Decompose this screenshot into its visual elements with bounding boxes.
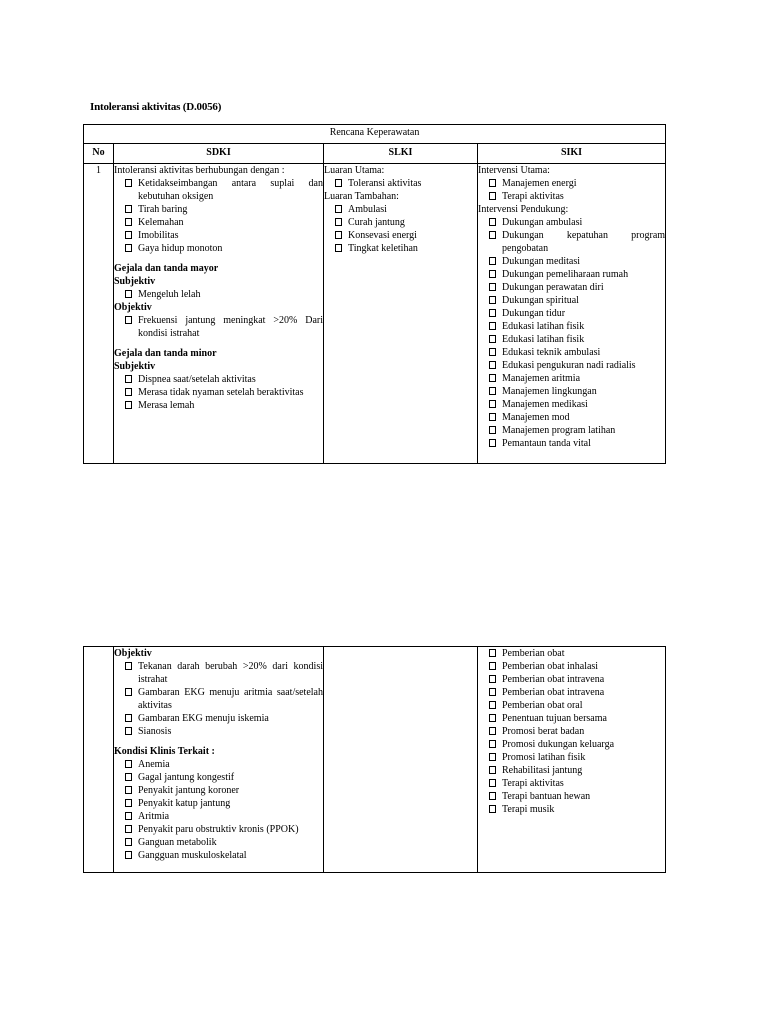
checkbox-square-icon (335, 205, 342, 213)
list-item-text: Promosi berat badan (502, 726, 585, 737)
list-item (114, 823, 323, 836)
sdki-cell (114, 164, 324, 464)
slki-tambahan-label: Luaran Tambahan: (324, 191, 399, 202)
list-item (324, 229, 477, 242)
list-item-text: Pemberian obat intravena (502, 687, 605, 698)
list-item-text: Manajemen energi (502, 178, 577, 189)
list-item (114, 784, 323, 797)
list-item (478, 437, 665, 450)
list-item-text: Tirah baring (138, 204, 188, 215)
list-item (114, 288, 323, 301)
list-item-text: Dukungan perawatan diri (502, 282, 604, 293)
slki-utama-list (324, 177, 477, 190)
list-item-text: Dukungan pemeliharaan rumah (502, 269, 629, 280)
column-header-no: No (84, 144, 114, 164)
list-item-text: Penentuan tujuan bersama (502, 713, 607, 724)
mayor-objektif-list (114, 314, 323, 340)
list-item (114, 242, 323, 255)
page-title: Intoleransi aktivitas (D.0056) (90, 101, 222, 113)
list-item-text: Dukungan meditasi (502, 256, 581, 267)
list-item-text: Penyakit paru obstruktiv kronis (PPOK) (138, 824, 299, 835)
list-item (324, 216, 477, 229)
list-item (114, 771, 323, 784)
list-item (478, 686, 665, 699)
list-item-text: Pemberian obat (502, 648, 565, 659)
list-item-text: Curah jantung (348, 217, 405, 228)
list-item (478, 216, 665, 229)
care-plan-table-continued (83, 646, 666, 873)
list-item-text: Terapi aktivitas (502, 191, 564, 202)
checkbox-square-icon (489, 649, 496, 657)
list-item-text: Manajemen mod (502, 412, 570, 423)
slki-cell (324, 164, 478, 464)
list-item (478, 712, 665, 725)
list-item-text: Gangguan muskuloskelatal (138, 850, 247, 861)
checkbox-square-icon (125, 316, 132, 324)
list-item (114, 758, 323, 771)
list-item (478, 268, 665, 281)
list-item (324, 177, 477, 190)
list-item (478, 673, 665, 686)
table-caption: Rencana Keperawatan (84, 125, 666, 144)
slki-utama-label: Luaran Utama: (324, 165, 385, 176)
list-item (114, 216, 323, 229)
list-item-text: Terapi musik (502, 804, 555, 815)
list-item-text: Terapi bantuan hewan (502, 791, 591, 802)
minor-subjektif-label: Subjektiv (114, 361, 156, 372)
checkbox-square-icon (125, 812, 132, 820)
checkbox-square-icon (489, 740, 496, 748)
list-item (114, 177, 323, 203)
checkbox-square-icon (489, 766, 496, 774)
checkbox-square-icon (489, 753, 496, 761)
list-item (114, 810, 323, 823)
checkbox-square-icon (335, 218, 342, 226)
list-item-text: Edukasi teknik ambulasi (502, 347, 601, 358)
list-item (478, 359, 665, 372)
minor-heading: Gejala dan tanda minor (114, 348, 217, 359)
checkbox-square-icon (489, 283, 496, 291)
list-item-text: Manajemen medikasi (502, 399, 588, 410)
checkbox-square-icon (489, 231, 496, 239)
list-item (478, 229, 665, 255)
list-item (478, 803, 665, 816)
checkbox-square-icon (125, 290, 132, 298)
checkbox-square-icon (125, 727, 132, 735)
siki-pendukung-list (478, 216, 665, 450)
checkbox-square-icon (489, 662, 496, 670)
list-item (114, 836, 323, 849)
list-item-text: Tekanan darah berubah >20% dari kondisi istrahat (138, 661, 323, 685)
list-item-text: Dukungan tidur (502, 308, 566, 319)
column-header-slki: SLKI (324, 144, 478, 164)
list-item (478, 346, 665, 359)
checkbox-square-icon (125, 786, 132, 794)
list-item (478, 764, 665, 777)
list-item-text: Pemantaun tanda vital (502, 438, 591, 449)
checkbox-square-icon (489, 727, 496, 735)
siki-continued-list (478, 647, 665, 816)
checkbox-square-icon (489, 322, 496, 330)
list-item (478, 177, 665, 190)
list-item (478, 398, 665, 411)
checkbox-square-icon (125, 375, 132, 383)
list-item (114, 314, 323, 340)
list-item-text: Promosi dukungan keluarga (502, 739, 615, 750)
list-item (324, 203, 477, 216)
mayor-objektif-label: Objektiv (114, 302, 152, 313)
checkbox-square-icon (335, 244, 342, 252)
list-item-text: Merasa lemah (138, 400, 195, 411)
list-item-text: Dukungan ambulasi (502, 217, 583, 228)
checkbox-square-icon (489, 439, 496, 447)
checkbox-square-icon (125, 244, 132, 252)
checkbox-square-icon (125, 179, 132, 187)
list-item (114, 797, 323, 810)
list-item-text: Gambaran EKG menuju aritmia saat/setelah aktivitas (138, 687, 323, 711)
list-item-text: Manajemen program latihan (502, 425, 616, 436)
checkbox-square-icon (125, 401, 132, 409)
sdki-intro: Intoleransi aktivitas berhubungan dengan : (114, 165, 285, 176)
checkbox-square-icon (125, 388, 132, 396)
list-item-text: Sianosis (138, 726, 172, 737)
list-item (478, 660, 665, 673)
slki-tambahan-list (324, 203, 477, 255)
list-item (478, 790, 665, 803)
list-item (114, 712, 323, 725)
checkbox-square-icon (125, 799, 132, 807)
list-item (114, 399, 323, 412)
slki-cell-continued (324, 647, 478, 873)
list-item (478, 255, 665, 268)
cause-list (114, 177, 323, 255)
list-item-text: Edukasi latihan fisik (502, 321, 585, 332)
list-item (478, 307, 665, 320)
list-item-text: Konsevasi energi (348, 230, 417, 241)
list-item (478, 190, 665, 203)
list-item (478, 751, 665, 764)
kondisi-heading: Kondisi Klinis Terkait : (114, 746, 215, 757)
sdki-cell-continued (114, 647, 324, 873)
checkbox-square-icon (489, 257, 496, 265)
checkbox-square-icon (489, 335, 496, 343)
checkbox-square-icon (489, 779, 496, 787)
mayor-subjektif-list (114, 288, 323, 301)
list-item (478, 294, 665, 307)
list-item (114, 725, 323, 738)
list-item (478, 320, 665, 333)
list-item-text: Aritmia (138, 811, 170, 822)
list-item-text: Pemberian obat intravena (502, 674, 605, 685)
list-item-text: Penyakit jantung koroner (138, 785, 240, 796)
checkbox-square-icon (335, 231, 342, 239)
list-item-text: Manajemen aritmia (502, 373, 581, 384)
list-item-text: Promosi latihan fisik (502, 752, 586, 763)
list-item-text: Toleransi aktivitas (348, 178, 422, 189)
checkbox-square-icon (125, 714, 132, 722)
list-item (478, 725, 665, 738)
list-item-text: Dukungan kepatuhan program pengobatan (502, 230, 666, 254)
checkbox-square-icon (125, 773, 132, 781)
list-item (478, 424, 665, 437)
column-header-siki: SIKI (478, 144, 666, 164)
checkbox-square-icon (489, 192, 496, 200)
list-item (114, 203, 323, 216)
checkbox-square-icon (489, 296, 496, 304)
list-item-text: Edukasi latihan fisik (502, 334, 585, 345)
checkbox-square-icon (489, 701, 496, 709)
checkbox-square-icon (125, 688, 132, 696)
minor-subjektif-list (114, 373, 323, 412)
checkbox-square-icon (489, 309, 496, 317)
checkbox-square-icon (125, 838, 132, 846)
checkbox-square-icon (489, 400, 496, 408)
column-header-sdki: SDKI (114, 144, 324, 164)
list-item-text: Kelemahan (138, 217, 184, 228)
list-item-text: Gambaran EKG menuju iskemia (138, 713, 269, 724)
list-item-text: Pemberian obat oral (502, 700, 583, 711)
list-item-text: Ketidakseimbangan antara suplai dan kebutuhan oksigen (138, 178, 323, 202)
list-item-text: Mengeluh lelah (138, 289, 201, 300)
list-item (114, 660, 323, 686)
objektif-label: Objektiv (114, 648, 152, 659)
list-item (478, 699, 665, 712)
list-item-text: Merasa tidak nyaman setelah beraktivitas (138, 387, 304, 398)
checkbox-square-icon (489, 426, 496, 434)
list-item-text: Ganguan metabolik (138, 837, 217, 848)
row-number-empty (84, 647, 114, 873)
checkbox-square-icon (489, 374, 496, 382)
list-item-text: Manajemen lingkungan (502, 386, 597, 397)
checkbox-square-icon (489, 270, 496, 278)
checkbox-square-icon (125, 218, 132, 226)
checkbox-square-icon (489, 805, 496, 813)
list-item-text: Penyakit katup jantung (138, 798, 231, 809)
list-item-text: Gaya hidup monoton (138, 243, 223, 254)
checkbox-square-icon (489, 675, 496, 683)
list-item-text: Tingkat keletihan (348, 243, 418, 254)
checkbox-square-icon (489, 218, 496, 226)
siki-utama-list (478, 177, 665, 203)
list-item-text: Anemia (138, 759, 170, 770)
checkbox-square-icon (489, 361, 496, 369)
list-item-text: Ambulasi (348, 204, 387, 215)
list-item-text: Rehabilitasi jantung (502, 765, 583, 776)
checkbox-square-icon (125, 851, 132, 859)
checkbox-square-icon (125, 825, 132, 833)
list-item (114, 849, 323, 862)
list-item (114, 229, 323, 242)
list-item (324, 242, 477, 255)
checkbox-square-icon (489, 413, 496, 421)
list-item (478, 777, 665, 790)
checkbox-square-icon (489, 688, 496, 696)
list-item (478, 385, 665, 398)
list-item-text: Dispnea saat/setelah aktivitas (138, 374, 256, 385)
siki-cell-continued (478, 647, 666, 873)
checkbox-square-icon (489, 387, 496, 395)
list-item (478, 738, 665, 751)
list-item-text: Edukasi pengukuran nadi radialis (502, 360, 636, 371)
checkbox-square-icon (335, 179, 342, 187)
list-item (478, 411, 665, 424)
list-item (478, 333, 665, 346)
list-item (114, 373, 323, 386)
list-item-text: Frekuensi jantung meningkat >20% Dari kondisi istrahat (138, 315, 323, 339)
list-item (478, 372, 665, 385)
list-item (114, 386, 323, 399)
list-item-text: Imobilitas (138, 230, 179, 241)
objektif-list (114, 660, 323, 738)
siki-utama-label: Intervensi Utama: (478, 165, 550, 176)
checkbox-square-icon (489, 714, 496, 722)
care-plan-table (83, 124, 666, 464)
checkbox-square-icon (125, 662, 132, 670)
checkbox-square-icon (489, 348, 496, 356)
mayor-heading: Gejala dan tanda mayor (114, 263, 219, 274)
list-item-text: Terapi aktivitas (502, 778, 564, 789)
list-item-text: Gagal jantung kongestif (138, 772, 235, 783)
list-item (478, 281, 665, 294)
checkbox-square-icon (125, 231, 132, 239)
list-item (114, 686, 323, 712)
row-number: 1 (84, 164, 114, 464)
list-item (478, 647, 665, 660)
checkbox-square-icon (125, 760, 132, 768)
checkbox-square-icon (489, 792, 496, 800)
checkbox-square-icon (125, 205, 132, 213)
list-item-text: Dukungan spiritual (502, 295, 579, 306)
list-item-text: Pemberian obat inhalasi (502, 661, 599, 672)
mayor-subjektif-label: Subjektiv (114, 276, 156, 287)
checkbox-square-icon (489, 179, 496, 187)
siki-pendukung-label: Intervensi Pendukung: (478, 204, 569, 215)
siki-cell (478, 164, 666, 464)
kondisi-list (114, 758, 323, 862)
